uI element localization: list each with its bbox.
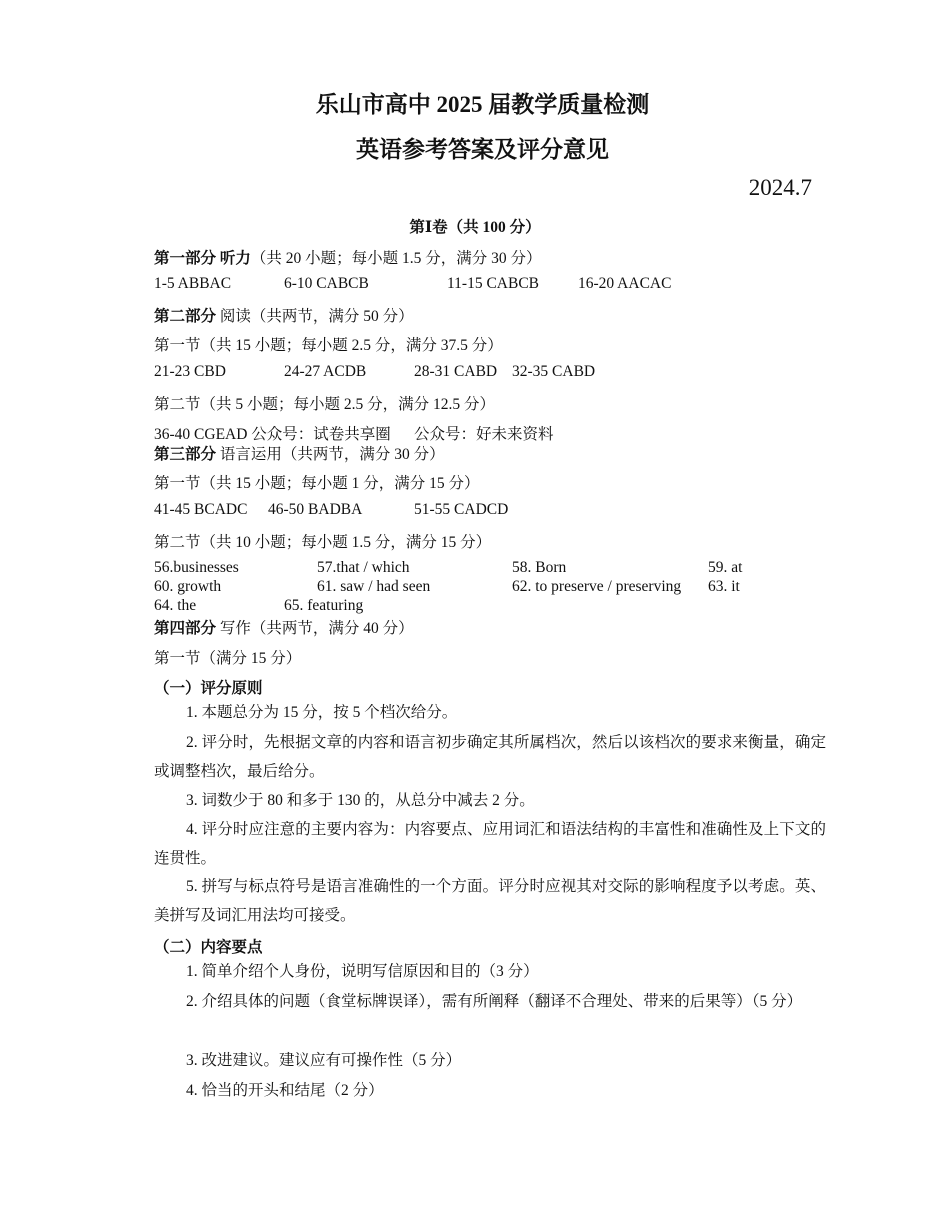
answer-group: 1-5 ABBAC <box>154 275 232 292</box>
principles-heading: （一）评分原则 <box>154 680 263 697</box>
principle-item: 3. 词数少于 80 和多于 130 的，从总分中减去 2 分。 <box>186 792 535 809</box>
part-4-label: 第四部分 <box>154 620 217 637</box>
part-2-section-2: 第二节（共 5 小题；每小题 2.5 分，满分 12.5 分） <box>154 396 496 413</box>
part-1-label: 第一部分 听力 <box>154 250 251 267</box>
part-1-heading <box>154 246 542 268</box>
part-2-label: 第二部分 <box>154 308 217 325</box>
exam-date: 2024.7 <box>748 175 812 200</box>
content-point-item: 4. 恰当的开头和结尾（2 分） <box>186 1082 384 1099</box>
fill-answer: 60. growth <box>154 578 222 595</box>
answer-group: 16-20 AACAC <box>578 275 672 292</box>
principle-item: 4. 评分时应注意的主要内容为：内容要点、应用词汇和语法结构的丰富性和准确性及上下文的连贯性。 <box>154 821 826 867</box>
part-4-desc: 写作（共两节，满分 40 分） <box>216 620 414 637</box>
title-line-2: 英语参考答案及评分意见 <box>356 137 609 162</box>
answer-group: 21-23 CBD <box>154 363 226 380</box>
part-2-section-1: 第一节（共 15 小题；每小题 2.5 分，满分 37.5 分） <box>154 337 503 354</box>
part-4-section-1: 第一节（满分 15 分） <box>154 650 302 667</box>
content-point-item: 1. 简单介绍个人身份，说明写信原因和目的（3 分） <box>186 963 539 980</box>
answer-group-with-note: 36-40 CGEAD 公众号：试卷共享圈 公众号：好未来资料 <box>154 426 554 443</box>
fill-answer: 64. the <box>154 597 197 614</box>
answer-group: 24-27 ACDB <box>284 363 367 380</box>
fill-answer: 62. to preserve / preserving <box>512 578 682 595</box>
answer-group: 46-50 BADBA <box>268 501 363 518</box>
answer-group: 51-55 CADCD <box>414 501 509 518</box>
answer-group: 11-15 CABCB <box>447 275 540 292</box>
answer-group: 41-45 BCADC <box>154 501 248 518</box>
fill-answer: 59. at <box>708 559 743 576</box>
principle-item: 5. 拼写与标点符号是语言准确性的一个方面。评分时应视其对交际的影响程度予以考虑。英、美拼写及词汇用法均可接受。 <box>154 878 826 924</box>
part-2-heading <box>154 304 414 326</box>
part-4-heading <box>154 616 414 638</box>
fill-answer: 56.businesses <box>154 559 239 576</box>
paper-1-heading: 第Ⅰ卷（共 100 分） <box>409 219 541 236</box>
fill-answer: 63. it <box>708 578 740 595</box>
title-line-1: 乐山市高中 2025 届教学质量检测 <box>315 92 650 117</box>
fill-answer: 57.that / which <box>317 559 410 576</box>
fill-answer: 65. featuring <box>284 597 364 614</box>
content-point-item: 2. 介绍具体的问题（食堂标牌误译），需有所阐释（翻译不合理处、带来的后果等）（5 分） <box>186 993 803 1010</box>
answer-group: 6-10 CABCB <box>284 275 369 292</box>
fill-answer: 61. saw / had seen <box>317 578 431 595</box>
principle-item: 1. 本题总分为 15 分，按 5 个档次给分。 <box>186 704 458 721</box>
part-3-heading <box>154 442 445 464</box>
part-3-label: 第三部分 <box>154 446 217 463</box>
content-points-heading: （二）内容要点 <box>154 939 263 956</box>
content-point-item: 3. 改进建议。建议应有可操作性（5 分） <box>186 1052 462 1069</box>
part-3-section-2: 第二节（共 10 小题；每小题 1.5 分，满分 15 分） <box>154 534 492 551</box>
part-1-desc: （共 20 小题；每小题 1.5 分，满分 30 分） <box>250 250 542 267</box>
answer-group: 32-35 CABD <box>512 363 596 380</box>
part-3-section-1: 第一节（共 15 小题；每小题 1 分，满分 15 分） <box>154 475 480 492</box>
principle-item: 2. 评分时，先根据文章的内容和语言初步确定其所属档次，然后以该档次的要求来衡量，确定或调整档次，最后给分。 <box>154 734 826 780</box>
fill-answer: 58. Born <box>512 559 567 576</box>
part-3-desc: 语言运用（共两节，满分 30 分） <box>216 446 445 463</box>
answer-group: 28-31 CABD <box>414 363 498 380</box>
part-2-desc: 阅读（共两节，满分 50 分） <box>216 308 414 325</box>
